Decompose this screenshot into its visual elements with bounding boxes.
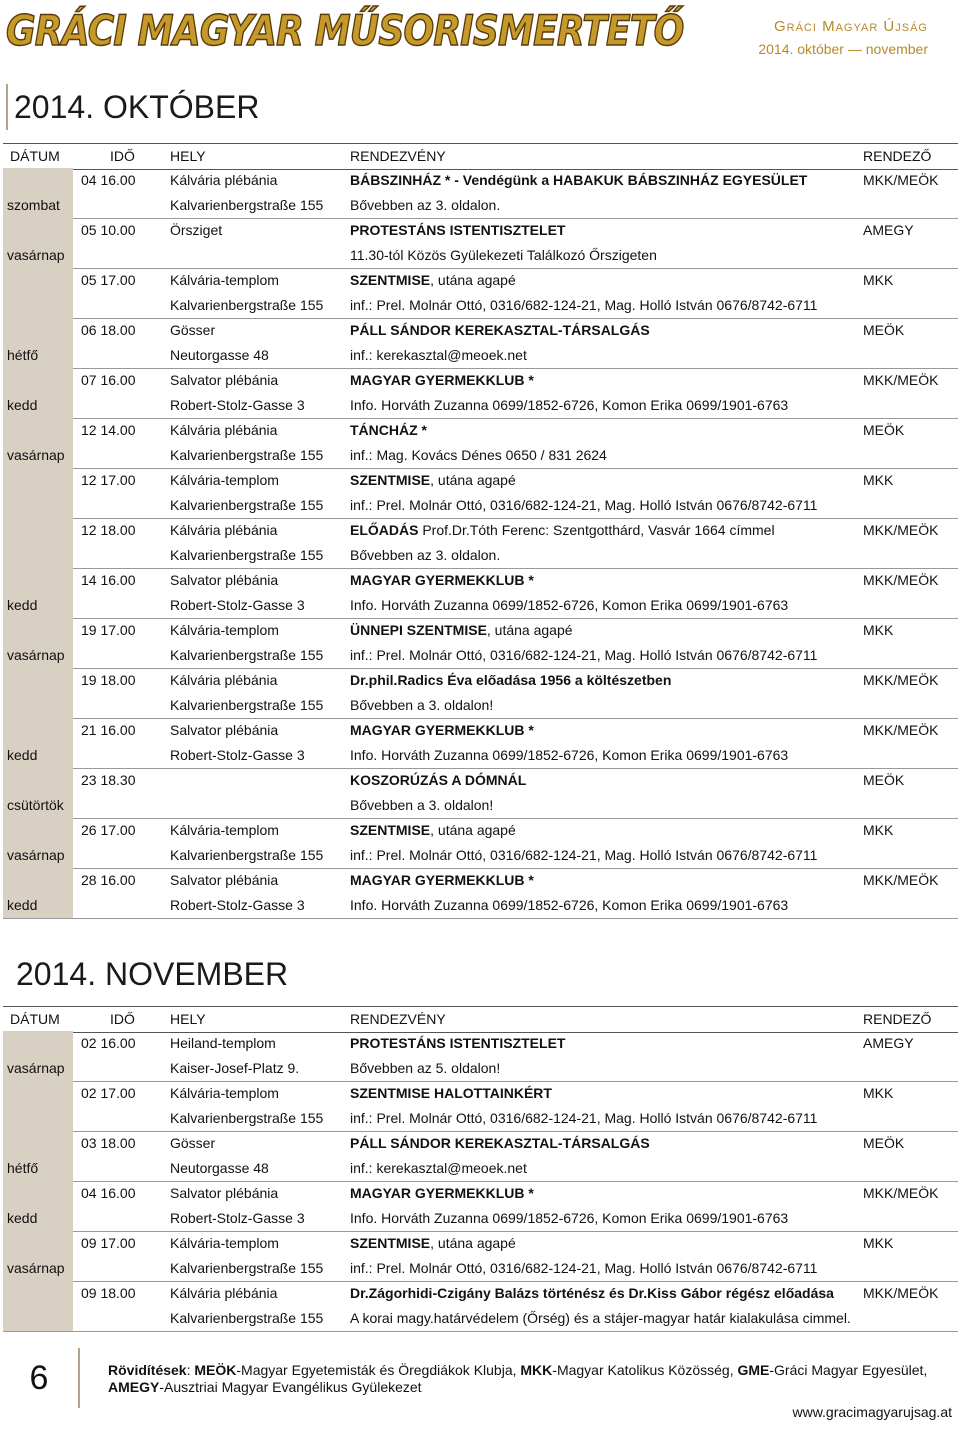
- col-place: HELY: [170, 1011, 206, 1027]
- abbr-meaning: -Gráci Magyar Egyesület,: [769, 1362, 928, 1378]
- event-info: inf.: kerekasztal@meoek.net: [350, 347, 527, 363]
- event-place: Kálvária-templom: [170, 622, 279, 638]
- event-date-time: 02 17.00: [81, 1085, 136, 1101]
- event-date-time: 12 18.00: [81, 522, 136, 538]
- event-line-main: [3, 818, 958, 843]
- event-line-detail: [3, 643, 958, 668]
- publication-info: [758, 18, 928, 57]
- event-address: Kalvarienbergstraße 155: [170, 647, 324, 663]
- table-header-october: [3, 143, 958, 170]
- col-date: DÁTUM: [10, 1011, 60, 1027]
- event-address: Robert-Stolz-Gasse 3: [170, 747, 305, 763]
- weekday-label: vasárnap: [7, 847, 65, 863]
- event-line-detail: [3, 693, 958, 718]
- event-title: MAGYAR GYERMEKKLUB *: [350, 872, 534, 888]
- event-organizer: MKK: [863, 1085, 894, 1101]
- event-info: inf.: Prel. Molnár Ottó, 0316/682-124-21, Mag. Holló István 0676/8742-6711: [350, 847, 818, 863]
- col-event: RENDEZVÉNY: [350, 1011, 446, 1027]
- event-date-time: 28 16.00: [81, 872, 136, 888]
- event-organizer: MKK: [863, 1235, 894, 1251]
- event-info: inf.: Prel. Molnár Ottó, 0316/682-124-21, Mag. Holló István 0676/8742-6711: [350, 297, 818, 313]
- month-title-october: 2014. OKTÓBER: [6, 84, 259, 130]
- event-title: Dr.Zágorhidi-Czigány Balázs történész és Dr.Kiss Gábor régész előadása: [350, 1285, 834, 1301]
- event-place: Gösser: [170, 322, 216, 338]
- event-block: [3, 1231, 958, 1282]
- event-info: inf.: Prel. Molnár Ottó, 0316/682-124-21, Mag. Holló István 0676/8742-6711: [350, 647, 818, 663]
- weekday-label: hétfő: [7, 1160, 39, 1176]
- event-title: BÁBSZINHÁZ * - Vendégünk a HABAKUK BÁBSZINHÁZ EGYESÜLET: [350, 172, 808, 188]
- event-line-detail: [3, 843, 958, 868]
- event-block: [3, 418, 958, 469]
- event-line-detail: [3, 193, 958, 218]
- event-line-main: [3, 868, 958, 893]
- event-line-detail: [3, 1256, 958, 1281]
- event-organizer: AMEGY: [863, 1035, 914, 1051]
- page-number: 6: [0, 1348, 80, 1408]
- event-address: Neutorgasse 48: [170, 1160, 269, 1176]
- event-info: inf.: kerekasztal@meoek.net: [350, 1160, 527, 1176]
- event-line-main: [3, 218, 958, 243]
- event-info: Bővebben az 3. oldalon.: [350, 547, 501, 563]
- event-title: MAGYAR GYERMEKKLUB *: [350, 1185, 534, 1201]
- event-line-detail: [3, 893, 958, 918]
- event-line-detail: [3, 543, 958, 568]
- weekday-label: kedd: [7, 597, 38, 613]
- event-organizer: MKK/MEÖK: [863, 872, 939, 888]
- event-block: [3, 468, 958, 519]
- event-address: Kalvarienbergstraße 155: [170, 297, 324, 313]
- col-date: DÁTUM: [10, 148, 60, 164]
- weekday-label: csütörtök: [7, 797, 64, 813]
- event-address: Kalvarienbergstraße 155: [170, 697, 324, 713]
- event-line-detail: [3, 1056, 958, 1081]
- event-title-line: [350, 718, 534, 743]
- event-line-main: [3, 1081, 958, 1106]
- event-line-main: [3, 368, 958, 393]
- event-address: Robert-Stolz-Gasse 3: [170, 1210, 305, 1226]
- event-line-main: [3, 1281, 958, 1306]
- event-line-detail: [3, 393, 958, 418]
- event-place: Kálvária plébánia: [170, 422, 278, 438]
- event-title-rest: , utána agapé: [430, 472, 516, 488]
- event-info: Info. Horváth Zuzanna 0699/1852-6726, Komon Erika 0699/1901-6763: [350, 397, 789, 413]
- event-organizer: MKK/MEÖK: [863, 172, 939, 188]
- event-title: MAGYAR GYERMEKKLUB *: [350, 372, 534, 388]
- weekday-label: kedd: [7, 1210, 38, 1226]
- event-address: Kalvarienbergstraße 155: [170, 1310, 324, 1326]
- event-place: Heiland-templom: [170, 1035, 276, 1051]
- event-block: [3, 1131, 958, 1182]
- event-block: [3, 168, 958, 219]
- event-title-line: [350, 518, 775, 543]
- event-line-detail: [3, 1106, 958, 1131]
- event-title-line: [350, 368, 534, 393]
- event-date-time: 21 16.00: [81, 722, 136, 738]
- event-title: ÜNNEPI SZENTMISE: [350, 622, 487, 638]
- event-line-detail: [3, 493, 958, 518]
- event-title-line: [350, 668, 671, 693]
- event-line-main: [3, 1231, 958, 1256]
- abbr-code: MEÖK: [194, 1362, 237, 1378]
- event-place: Kálvária-templom: [170, 822, 279, 838]
- event-address: Kalvarienbergstraße 155: [170, 1260, 324, 1276]
- event-organizer: MKK: [863, 272, 894, 288]
- event-title: SZENTMISE: [350, 822, 431, 838]
- event-block: [3, 1081, 958, 1132]
- event-block: [3, 368, 958, 419]
- event-line-main: [3, 668, 958, 693]
- event-info: Bővebben az 5. oldalon!: [350, 1060, 501, 1076]
- event-line-detail: [3, 443, 958, 468]
- event-block: [3, 818, 958, 869]
- event-block: [3, 1031, 958, 1082]
- event-block: [3, 1281, 958, 1332]
- event-title-line: [350, 418, 427, 443]
- event-block: [3, 718, 958, 769]
- weekday-label: vasárnap: [7, 1060, 65, 1076]
- event-title-line: [350, 218, 565, 243]
- event-line-main: [3, 618, 958, 643]
- event-place: Salvator plébánia: [170, 722, 279, 738]
- event-info: inf.: Prel. Molnár Ottó, 0316/682-124-21, Mag. Holló István 0676/8742-6711: [350, 1260, 818, 1276]
- event-title: MAGYAR GYERMEKKLUB *: [350, 572, 534, 588]
- event-title-line: [350, 1281, 834, 1306]
- event-place: Salvator plébánia: [170, 572, 279, 588]
- event-line-detail: [3, 593, 958, 618]
- abbr-meaning: -Magyar Egyetemisták és Öregdiákok Klubja,: [236, 1362, 521, 1378]
- event-title-line: [350, 1081, 552, 1106]
- event-line-detail: [3, 343, 958, 368]
- event-line-detail: [3, 243, 958, 268]
- col-time: IDŐ: [110, 1011, 135, 1027]
- event-title-line: [350, 1131, 650, 1156]
- event-title-line: [350, 268, 516, 293]
- event-title-rest: , utána agapé: [486, 622, 573, 638]
- weekday-label: vasárnap: [7, 1260, 65, 1276]
- event-place: Örsziget: [170, 222, 223, 238]
- event-address: Kaiser-Josef-Platz 9.: [170, 1060, 300, 1076]
- event-date-time: 02 16.00: [81, 1035, 136, 1051]
- event-organizer: MEÖK: [863, 1135, 905, 1151]
- event-title-line: [350, 618, 573, 643]
- event-block: [3, 218, 958, 269]
- col-organizer: RENDEZŐ: [863, 1011, 932, 1027]
- event-organizer: MKK/MEÖK: [863, 722, 939, 738]
- event-title: SZENTMISE: [350, 272, 431, 288]
- event-line-main: [3, 168, 958, 193]
- event-place: Kálvária plébánia: [170, 172, 278, 188]
- event-address: Kalvarienbergstraße 155: [170, 1110, 324, 1126]
- event-title-line: [350, 318, 650, 343]
- col-organizer: RENDEZŐ: [863, 148, 932, 164]
- weekday-label: kedd: [7, 397, 38, 413]
- event-place: Gösser: [170, 1135, 216, 1151]
- abbr-code: MKK: [520, 1362, 553, 1378]
- event-date-time: 12 14.00: [81, 422, 136, 438]
- event-organizer: MEÖK: [863, 322, 905, 338]
- event-line-main: [3, 268, 958, 293]
- event-title: MAGYAR GYERMEKKLUB *: [350, 722, 534, 738]
- event-place: Kálvária-templom: [170, 472, 279, 488]
- event-line-detail: [3, 293, 958, 318]
- event-place: Kálvária plébánia: [170, 522, 278, 538]
- event-address: Robert-Stolz-Gasse 3: [170, 897, 305, 913]
- event-title-line: [350, 1181, 534, 1206]
- event-date-time: 12 17.00: [81, 472, 136, 488]
- event-line-main: [3, 418, 958, 443]
- event-address: Kalvarienbergstraße 155: [170, 197, 324, 213]
- event-info: Bővebben a 3. oldalon!: [350, 697, 494, 713]
- event-info: Bővebben a 3. oldalon!: [350, 797, 494, 813]
- event-title-line: [350, 1031, 565, 1056]
- event-date-time: 19 17.00: [81, 622, 136, 638]
- event-address: Kalvarienbergstraße 155: [170, 547, 324, 563]
- event-address: Kalvarienbergstraße 155: [170, 497, 324, 513]
- event-place: Salvator plébánia: [170, 1185, 279, 1201]
- publication-name: Gráci Magyar Újság: [773, 18, 928, 35]
- event-title: TÁNCHÁZ *: [350, 422, 427, 438]
- event-date-time: 03 18.00: [81, 1135, 136, 1151]
- event-date-time: 06 18.00: [81, 322, 136, 338]
- abbr-meaning: -Magyar Katolikus Közösség,: [552, 1362, 738, 1378]
- event-title: SZENTMISE: [350, 1235, 431, 1251]
- event-line-detail: [3, 1206, 958, 1231]
- event-title-line: [350, 868, 534, 893]
- event-place: Salvator plébánia: [170, 872, 279, 888]
- event-info: Bővebben az 3. oldalon.: [350, 197, 501, 213]
- event-line-main: [3, 1131, 958, 1156]
- event-info: A korai magy.határvédelem (Őrség) és a stájer-magyar határ kialakulása cimmel.: [350, 1310, 851, 1326]
- event-info: Info. Horváth Zuzanna 0699/1852-6726, Komon Erika 0699/1901-6763: [350, 1210, 789, 1226]
- event-block: [3, 618, 958, 669]
- abbr-list: [108, 1362, 927, 1395]
- event-title: PÁLL SÁNDOR KEREKASZTAL-TÁRSALGÁS: [350, 322, 650, 338]
- event-date-time: 09 18.00: [81, 1285, 136, 1301]
- event-place: Salvator plébánia: [170, 372, 279, 388]
- event-address: Kalvarienbergstraße 155: [170, 847, 324, 863]
- event-info: Info. Horváth Zuzanna 0699/1852-6726, Komon Erika 0699/1901-6763: [350, 597, 789, 613]
- weekday-label: szombat: [7, 197, 60, 213]
- event-title: KOSZORÚZÁS A DÓMNÁL: [350, 772, 527, 788]
- event-title-line: [350, 568, 534, 593]
- event-date-time: 04 16.00: [81, 1185, 136, 1201]
- event-organizer: MKK: [863, 622, 894, 638]
- event-title-rest: Prof.Dr.Tóth Ferenc: Szentgotthárd, Vasvár 1664 címmel: [418, 522, 775, 538]
- event-date-time: 26 17.00: [81, 822, 136, 838]
- event-organizer: MKK/MEÖK: [863, 1285, 939, 1301]
- event-organizer: MKK/MEÖK: [863, 522, 939, 538]
- event-title: ELŐADÁS: [350, 522, 419, 538]
- event-line-main: [3, 568, 958, 593]
- event-date-time: 23 18.30: [81, 772, 136, 788]
- event-address: Robert-Stolz-Gasse 3: [170, 397, 305, 413]
- event-info: Info. Horváth Zuzanna 0699/1852-6726, Komon Erika 0699/1901-6763: [350, 897, 789, 913]
- event-date-time: 19 18.00: [81, 672, 136, 688]
- page-footer: [0, 1348, 960, 1428]
- event-line-main: [3, 718, 958, 743]
- event-place: Kálvária-templom: [170, 1235, 279, 1251]
- event-organizer: MEÖK: [863, 772, 905, 788]
- publication-date: 2014. október — november: [758, 41, 928, 57]
- event-line-detail: [3, 743, 958, 768]
- event-title-rest: , utána agapé: [430, 1235, 516, 1251]
- col-time: IDŐ: [110, 148, 135, 164]
- event-organizer: AMEGY: [863, 222, 914, 238]
- event-line-main: [3, 768, 958, 793]
- event-date-time: 07 16.00: [81, 372, 136, 388]
- event-line-detail: [3, 1156, 958, 1181]
- logo: GRÁCI MAGYAR MŰSORISMERTETŐ: [6, 6, 684, 55]
- event-title: PROTESTÁNS ISTENTISZTELET: [350, 1035, 566, 1051]
- month-title-november: 2014. NOVEMBER: [16, 956, 289, 992]
- abbr-label: Rövidítések: [108, 1362, 187, 1378]
- abbr-code: AMEGY: [108, 1379, 160, 1395]
- event-address: Kalvarienbergstraße 155: [170, 447, 324, 463]
- event-info: inf.: Mag. Kovács Dénes 0650 / 831 2624: [350, 447, 607, 463]
- event-title-line: [350, 1231, 516, 1256]
- event-line-main: [3, 318, 958, 343]
- event-title: PROTESTÁNS ISTENTISZTELET: [350, 222, 566, 238]
- event-title: SZENTMISE: [350, 472, 431, 488]
- event-info: inf.: Prel. Molnár Ottó, 0316/682-124-21, Mag. Holló István 0676/8742-6711: [350, 1110, 818, 1126]
- event-organizer: MKK: [863, 822, 894, 838]
- weekday-label: vasárnap: [7, 247, 65, 263]
- weekday-label: vasárnap: [7, 647, 65, 663]
- event-block: [3, 868, 958, 919]
- event-title-line: [350, 818, 516, 843]
- event-title: SZENTMISE HALOTTAINKÉRT: [350, 1085, 552, 1101]
- weekday-label: hétfő: [7, 347, 39, 363]
- event-title-line: [350, 768, 526, 793]
- website-link[interactable]: www.gracimagyarujsag.at: [792, 1404, 952, 1420]
- event-date-time: 14 16.00: [81, 572, 136, 588]
- event-organizer: MEÖK: [863, 422, 905, 438]
- event-place: Kálvária-templom: [170, 1085, 279, 1101]
- event-date-time: 04 16.00: [81, 172, 136, 188]
- event-title-line: [350, 468, 516, 493]
- event-info: inf.: Prel. Molnár Ottó, 0316/682-124-21, Mag. Holló István 0676/8742-6711: [350, 497, 818, 513]
- weekday-label: kedd: [7, 747, 38, 763]
- event-block: [3, 568, 958, 619]
- table-header-november: [3, 1006, 958, 1033]
- event-line-main: [3, 468, 958, 493]
- col-event: RENDEZVÉNY: [350, 148, 446, 164]
- event-line-detail: [3, 1306, 958, 1331]
- event-organizer: MKK: [863, 472, 894, 488]
- event-organizer: MKK/MEÖK: [863, 672, 939, 688]
- event-title: PÁLL SÁNDOR KEREKASZTAL-TÁRSALGÁS: [350, 1135, 650, 1151]
- col-place: HELY: [170, 148, 206, 164]
- event-organizer: MKK/MEÖK: [863, 572, 939, 588]
- weekday-label: kedd: [7, 897, 38, 913]
- event-line-main: [3, 518, 958, 543]
- event-block: [3, 768, 958, 819]
- event-block: [3, 318, 958, 369]
- event-organizer: MKK/MEÖK: [863, 1185, 939, 1201]
- event-title-line: [350, 168, 807, 193]
- event-place: Kálvária plébánia: [170, 1285, 278, 1301]
- event-title-rest: , utána agapé: [430, 272, 516, 288]
- event-info: Info. Horváth Zuzanna 0699/1852-6726, Komon Erika 0699/1901-6763: [350, 747, 789, 763]
- event-line-main: [3, 1181, 958, 1206]
- event-address: Robert-Stolz-Gasse 3: [170, 597, 305, 613]
- abbr-code: GME: [737, 1362, 770, 1378]
- event-info: 11.30-tól Közös Gyülekezeti Találkozó Őrszigeten: [350, 247, 657, 263]
- event-title: Dr.phil.Radics Éva előadása 1956 a költészetben: [350, 672, 672, 688]
- event-block: [3, 668, 958, 719]
- event-line-detail: [3, 793, 958, 818]
- event-address: Neutorgasse 48: [170, 347, 269, 363]
- event-block: [3, 518, 958, 569]
- event-date-time: 05 10.00: [81, 222, 136, 238]
- event-line-main: [3, 1031, 958, 1056]
- event-block: [3, 1181, 958, 1232]
- event-place: Kálvária plébánia: [170, 672, 278, 688]
- event-title-rest: , utána agapé: [430, 822, 516, 838]
- event-organizer: MKK/MEÖK: [863, 372, 939, 388]
- event-block: [3, 268, 958, 319]
- abbr-meaning: -Ausztriai Magyar Evangélikus Gyülekezet: [159, 1379, 422, 1395]
- event-date-time: 05 17.00: [81, 272, 136, 288]
- page-header: [0, 0, 960, 78]
- weekday-label: vasárnap: [7, 447, 65, 463]
- event-place: Kálvária-templom: [170, 272, 279, 288]
- abbreviations: Rövidítések: MEÖK-Magyar Egyetemisták és Öregdiákok Klubja, MKK-Magyar Katolikus Közösség, GME-Gráci Magyar Egyesület, AMEGY-Ausztriai Magyar Evangélikus Gyülekezet: [108, 1362, 928, 1395]
- event-date-time: 09 17.00: [81, 1235, 136, 1251]
